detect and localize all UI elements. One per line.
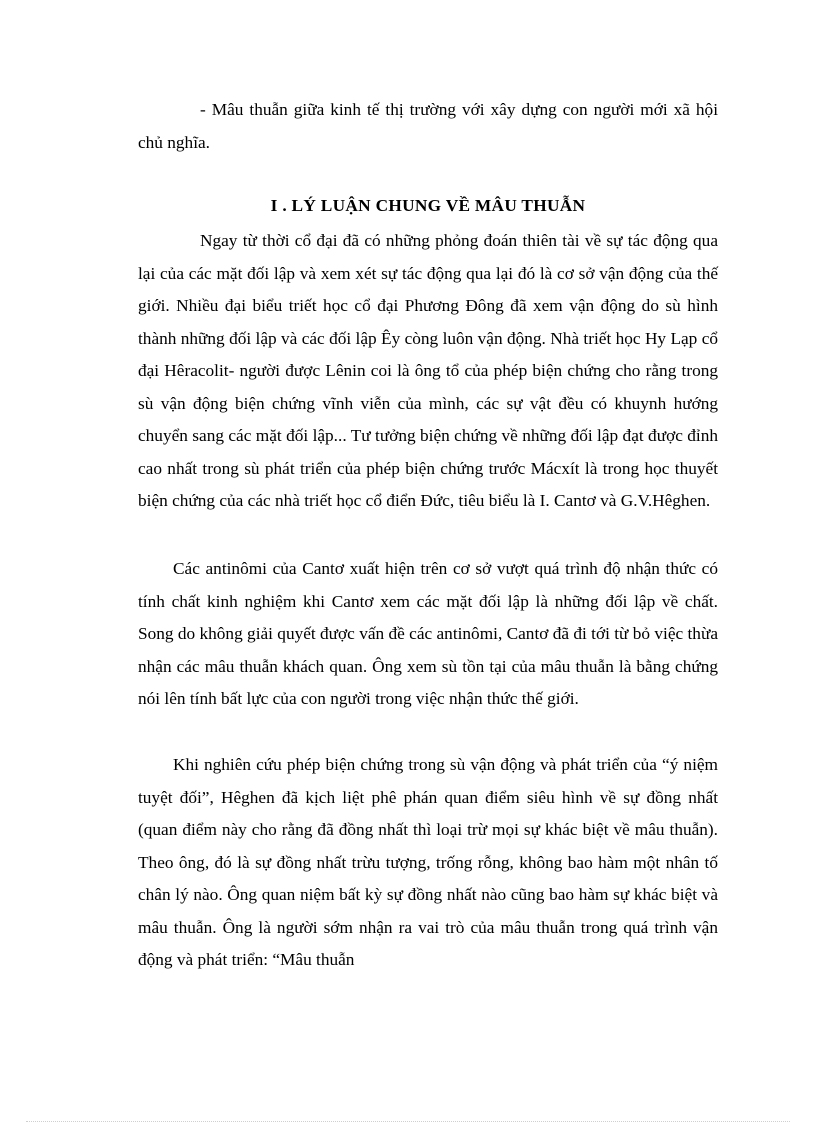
intro-paragraph: - Mâu thuẫn giữa kinh tế thị trường với xây dựng con người mới xã hội chủ nghĩa.: [138, 100, 718, 152]
paragraph-3: Khi nghiên cứu phép biện chứng trong sù vận động và phát triển của “ý niệm tuyệt đối”, Hêghen đã kịch liệt phê phán quan điểm siêu hình về sự đồng nhất (quan điểm này cho rằng đã đồng nhất thì loại trừ mọi sự khác biệt về mâu thuẫn). Theo ông, đó là sự đồng nhất trừu tượng, trống rỗng, không bao hàm một nhân tố chân lý nào. Ông quan niệm bất kỳ sự đồng nhất nào cũng bao hàm sự khác biệt và mâu thuẫn. Ông là người sớm nhận ra vai trò của mâu thuẫn trong quá trình vận động và phát triển: “Mâu thuẫn: [138, 755, 718, 969]
section-heading: I . LÝ LUẬN CHUNG VỀ MÂU THUẪN: [270, 196, 586, 215]
page-bottom-rule: [26, 1121, 790, 1122]
paragraph-1: Ngay từ thời cổ đại đã có những phỏng đoán thiên tài về sự tác động qua lại của các mặt đối lập và xem xét sự tác động qua lại đó là cơ sở vận động của thế giới. Nhiều đại biểu triết học cổ đại Phương Đông đã xem vận động do sù hình thành những đối lập và các đối lập Êy còng luôn vận động. Nhà triết học Hy Lạp cổ đại Hêracolit- người được Lênin coi là ông tổ của phép biện chứng cho rằng trong sù vận động biện chứng vĩnh viễn của mình, các sự vật đều có khuynh hướng chuyển sang các mặt đối lập... Tư tưởng biện chứng về những đối lập đạt được đỉnh cao nhất trong sù phát triển của phép biện chứng trước Mácxít là trong học thuyết biện chứng của các nhà triết học cổ điển Đức, tiêu biểu là I. Cantơ và G.V.Hêghen.: [138, 231, 718, 510]
paragraph-2: Các antinômi của Cantơ xuất hiện trên cơ sở vượt quá trình độ nhận thức có tính chất kinh nghiệm khi Cantơ xem các mặt đối lập là những đối lập về chất. Song do không giải quyết được vấn đề các antinômi, Cantơ đã đi tới từ bỏ việc thừa nhận các mâu thuẫn khách quan. Ông xem sù tồn tại của mâu thuẫn là bằng chứng nói lên tính bất lực của con người trong việc nhận thức thế giới.: [138, 559, 718, 708]
